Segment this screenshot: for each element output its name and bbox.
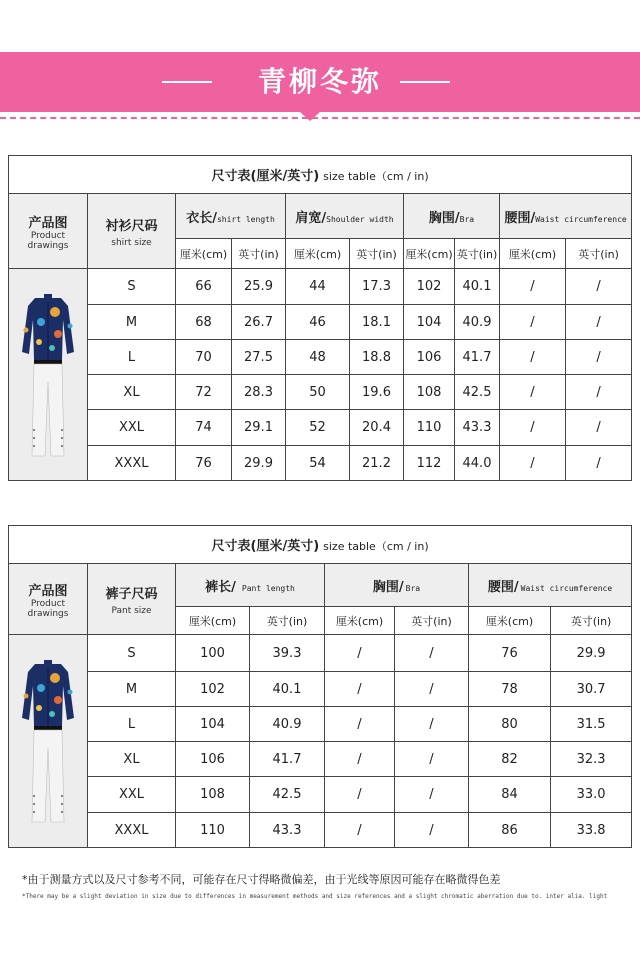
unit-in: 英寸(in) [232, 239, 286, 269]
value-cell: 42.5 [455, 375, 500, 410]
size-cell: XL [88, 742, 176, 777]
table-row [9, 635, 632, 672]
value-cell: / [500, 375, 566, 410]
table-row [9, 777, 632, 813]
waist-header: 腰围/ Waist circumference [469, 564, 632, 607]
banner-dashed-line [0, 117, 640, 119]
value-cell: 20.4 [350, 410, 404, 446]
shirt-table-caption: 尺寸表(厘米/英寸) size table（cm / in) [9, 156, 632, 194]
unit-in: 英寸(in) [250, 607, 325, 635]
value-cell: 32.3 [551, 742, 632, 777]
banner-line-right [400, 81, 450, 83]
value-cell: 84 [469, 777, 551, 813]
value-cell: 74 [176, 410, 232, 446]
size-cell: L [88, 340, 176, 375]
bust-header: 胸围/ Bra [325, 564, 469, 607]
value-cell: 27.5 [232, 340, 286, 375]
value-cell: / [566, 269, 632, 305]
value-cell: / [395, 635, 469, 672]
unit-cm: 厘米(cm) [325, 607, 395, 635]
value-cell: 102 [176, 672, 250, 707]
value-cell: 52 [286, 410, 350, 446]
value-cell: / [566, 340, 632, 375]
size-cell: XXXL [88, 813, 176, 848]
shirt-length-header: 衣长/shirt length [176, 194, 286, 239]
title-banner [0, 52, 640, 112]
table-row [9, 446, 632, 481]
unit-in: 英寸(in) [455, 239, 500, 269]
unit-cm: 厘米(cm) [286, 239, 350, 269]
pant-table-caption: 尺寸表(厘米/英寸) size table（cm / in) [9, 526, 632, 564]
pant-size-header: 裤子尺码 Pant size [88, 564, 176, 635]
table-row [9, 410, 632, 446]
value-cell: 102 [404, 269, 455, 305]
value-cell: / [395, 742, 469, 777]
size-cell: S [88, 635, 176, 672]
bust-header: 胸围/Bra [404, 194, 500, 239]
size-cell: XXXL [88, 446, 176, 481]
value-cell: 29.9 [232, 446, 286, 481]
table-row [9, 742, 632, 777]
value-cell: 106 [176, 742, 250, 777]
banner-title: 青柳冬弥 [257, 65, 382, 98]
value-cell: 30.7 [551, 672, 632, 707]
size-cell: S [88, 269, 176, 305]
table-row [9, 305, 632, 340]
value-cell: / [395, 707, 469, 742]
value-cell: 26.7 [232, 305, 286, 340]
value-cell: 80 [469, 707, 551, 742]
value-cell: 42.5 [250, 777, 325, 813]
value-cell: / [325, 635, 395, 672]
value-cell: 104 [176, 707, 250, 742]
size-cell: M [88, 672, 176, 707]
product-drawing-header: 产品图 Product drawings [9, 194, 88, 269]
value-cell: 19.6 [350, 375, 404, 410]
value-cell: 40.9 [455, 305, 500, 340]
disclaimer-en: *There may be a slight deviation in size due to differences in measurement methods and size references and a slight chromatic aberration due to. inter alia. light [22, 893, 608, 900]
table-row [9, 672, 632, 707]
value-cell: 28.3 [232, 375, 286, 410]
value-cell: / [395, 813, 469, 848]
size-cell: L [88, 707, 176, 742]
value-cell: 112 [404, 446, 455, 481]
value-cell: 48 [286, 340, 350, 375]
value-cell: 29.1 [232, 410, 286, 446]
value-cell: / [566, 375, 632, 410]
value-cell: 43.3 [455, 410, 500, 446]
shirt-size-header: 衬衫尺码 shirt size [88, 194, 176, 269]
value-cell: 100 [176, 635, 250, 672]
value-cell: / [566, 446, 632, 481]
size-cell: XXL [88, 777, 176, 813]
value-cell: / [325, 777, 395, 813]
value-cell: 43.3 [250, 813, 325, 848]
table-row [9, 340, 632, 375]
value-cell: 54 [286, 446, 350, 481]
shoulder-width-header: 肩宽/Shoulder width [286, 194, 404, 239]
value-cell: 104 [404, 305, 455, 340]
size-cell: M [88, 305, 176, 340]
value-cell: / [325, 672, 395, 707]
unit-cm: 厘米(cm) [404, 239, 455, 269]
value-cell: / [500, 446, 566, 481]
value-cell: 29.9 [551, 635, 632, 672]
value-cell: 50 [286, 375, 350, 410]
value-cell: 41.7 [250, 742, 325, 777]
value-cell: 40.9 [250, 707, 325, 742]
value-cell: 78 [469, 672, 551, 707]
value-cell: 86 [469, 813, 551, 848]
value-cell: 46 [286, 305, 350, 340]
value-cell: 68 [176, 305, 232, 340]
value-cell: 44.0 [455, 446, 500, 481]
value-cell: 33.0 [551, 777, 632, 813]
value-cell: 108 [176, 777, 250, 813]
table-row [9, 707, 632, 742]
value-cell: 40.1 [250, 672, 325, 707]
pant-size-table [8, 525, 632, 848]
value-cell: / [395, 672, 469, 707]
value-cell: 21.2 [350, 446, 404, 481]
waist-header: 腰围/Waist circumference [500, 194, 632, 239]
value-cell: / [325, 742, 395, 777]
unit-in: 英寸(in) [395, 607, 469, 635]
pant-length-header: 裤长/ Pant length [176, 564, 325, 607]
shirt-size-table [8, 155, 632, 481]
value-cell: 110 [404, 410, 455, 446]
unit-cm: 厘米(cm) [176, 239, 232, 269]
value-cell: 44 [286, 269, 350, 305]
outfit-illustration-icon [18, 656, 78, 826]
table-row [9, 375, 632, 410]
table-row [9, 813, 632, 848]
value-cell: / [500, 269, 566, 305]
unit-cm: 厘米(cm) [176, 607, 250, 635]
value-cell: 72 [176, 375, 232, 410]
value-cell: 18.1 [350, 305, 404, 340]
value-cell: 33.8 [551, 813, 632, 848]
value-cell: / [566, 305, 632, 340]
value-cell: 31.5 [551, 707, 632, 742]
product-image [9, 635, 88, 848]
value-cell: 82 [469, 742, 551, 777]
disclaimer-zh: *由于测量方式以及尺寸参考不同，可能存在尺寸得略微偏差，由于光线等原因可能存在略微得色差 [22, 873, 501, 886]
value-cell: / [325, 707, 395, 742]
product-drawing-header: 产品图 Product drawings [9, 564, 88, 635]
value-cell: / [566, 410, 632, 446]
value-cell: / [500, 340, 566, 375]
value-cell: 41.7 [455, 340, 500, 375]
unit-cm: 厘米(cm) [469, 607, 551, 635]
value-cell: 110 [176, 813, 250, 848]
value-cell: 106 [404, 340, 455, 375]
value-cell: 76 [176, 446, 232, 481]
outfit-illustration-icon [18, 290, 78, 460]
size-cell: XL [88, 375, 176, 410]
value-cell: 70 [176, 340, 232, 375]
product-image [9, 269, 88, 481]
value-cell: / [500, 305, 566, 340]
value-cell: 25.9 [232, 269, 286, 305]
value-cell: / [395, 777, 469, 813]
value-cell: 39.3 [250, 635, 325, 672]
size-cell: XXL [88, 410, 176, 446]
value-cell: 40.1 [455, 269, 500, 305]
value-cell: 76 [469, 635, 551, 672]
value-cell: / [500, 410, 566, 446]
value-cell: 108 [404, 375, 455, 410]
value-cell: 66 [176, 269, 232, 305]
value-cell: / [325, 813, 395, 848]
table-row [9, 269, 632, 305]
value-cell: 18.8 [350, 340, 404, 375]
unit-in: 英寸(in) [350, 239, 404, 269]
value-cell: 17.3 [350, 269, 404, 305]
unit-in: 英寸(in) [551, 607, 632, 635]
unit-cm: 厘米(cm) [500, 239, 566, 269]
unit-in: 英寸(in) [566, 239, 632, 269]
